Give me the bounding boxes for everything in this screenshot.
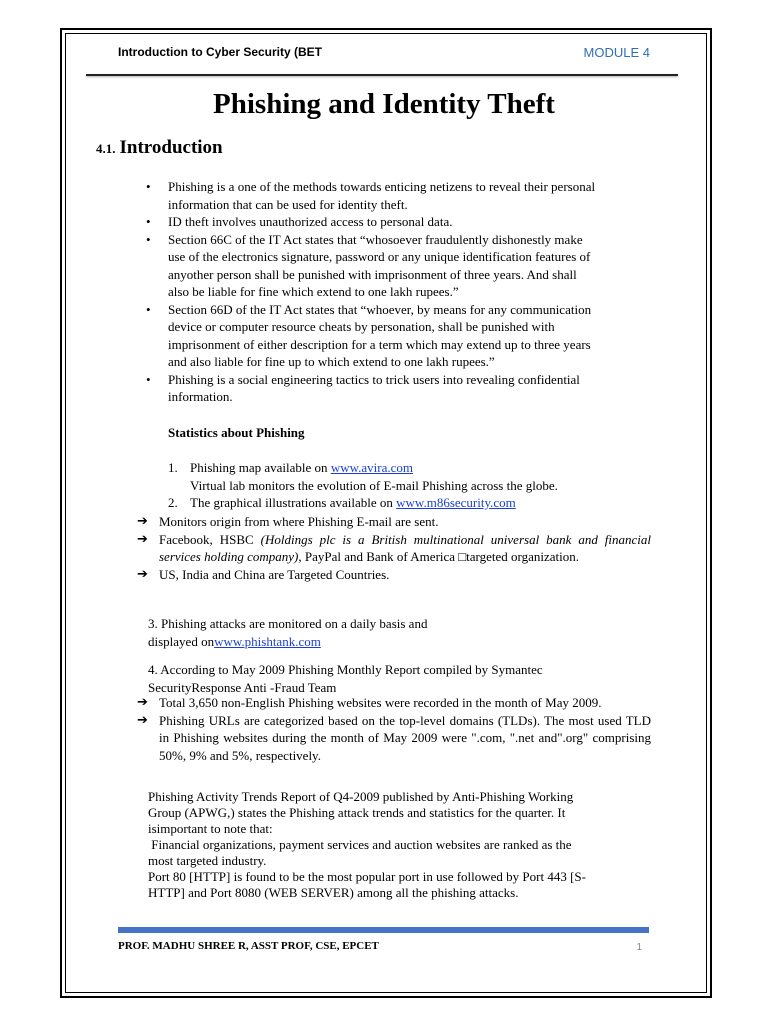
bullet-icon: • (146, 231, 151, 247)
bullet-icon: • (146, 301, 151, 317)
bullet-line: use of the electronics signature, password or any unique identification features of (168, 249, 591, 264)
stats-heading: Statistics about Phishing (168, 425, 305, 440)
point-text: According to May 2009 Phishing Monthly Report compiled by Symantec (160, 662, 543, 677)
arrow-text: PayPal and Bank of America □targeted organization. (301, 549, 580, 564)
bullet-icon: • (146, 371, 151, 387)
arrow-text: Facebook, HSBC (159, 531, 261, 547)
arrow-icon: ➔ (137, 695, 148, 710)
page-title: Phishing and Identity Theft (213, 88, 555, 120)
point-3 (148, 615, 528, 650)
targets-arrow-list (137, 513, 651, 583)
bullet-line: Section 66D of the IT Act states that “whoever, by means for any communication (168, 301, 592, 317)
arrow-icon: ➔ (137, 566, 148, 582)
bullet-item (146, 371, 642, 406)
bullet-line: ID theft involves unauthorized access to personal data. (168, 214, 453, 229)
section-heading (96, 137, 223, 159)
point-text: SecurityResponse Anti -Fraud Team (148, 679, 337, 695)
arrow-item (137, 712, 651, 765)
arrow-item (137, 513, 651, 531)
bullet-line: Phishing is a social engineering tactics to trick users into revealing confidential (168, 371, 580, 387)
bullet-line: and also liable for fine up to which extend to one lakh rupees.” (168, 354, 495, 369)
bullet-line: device or computer resource cheats by personation, shall be punished with (168, 319, 555, 334)
apwg-line: Port 80 [HTTP] is found to be the most popular port in use followed by Port 443 [S- (148, 869, 586, 884)
point-text: displayed on (148, 633, 215, 649)
arrow-text: Phishing URLs are categorized based on the top-level domains (TLDs). The most used TLD in Phishing websites during the month of May 2009 were ".com, ".net and".org" comprising 50%, 9% and 5%, respectively. (159, 712, 651, 763)
arrow-text-italic: (Holdings plc is a British multinational universal bank and financial services holding company), (159, 531, 651, 564)
bullet-line: information that can be used for identity theft. (168, 196, 408, 212)
arrow-icon: ➔ (137, 514, 148, 529)
arrow-item (137, 531, 651, 566)
point-number: 4. (148, 662, 158, 677)
header-course: Introduction to Cyber Security (BET (118, 45, 323, 59)
apwg-line: Group (APWG,) states the Phishing attack trends and statistics for the quarter. It (148, 805, 566, 820)
arrow-item (137, 694, 651, 712)
phishtank-link[interactable]: www.phishtank.com (214, 633, 321, 649)
point-4-line (148, 661, 652, 679)
arrow-icon: ➔ (137, 531, 148, 547)
stats-item-subtext: Virtual lab monitors the evolution of E-mail Phishing across the globe. (190, 477, 558, 493)
bullet-line: also be liable for fine which extend to one lakh rupees.” (168, 284, 459, 299)
apwg-line: Financial organizations, payment services and auction websites are ranked as the (148, 837, 572, 852)
point-number: 3. (148, 616, 158, 631)
apwg-paragraph (148, 789, 652, 901)
bullet-item (146, 301, 642, 371)
bullet-line: Section 66C of the IT Act states that “whosoever fraudulently dishonestly make (168, 231, 583, 247)
bullet-line: anyother person shall be punished with imprisonment of three years. And shall (168, 266, 577, 282)
header-rule (86, 74, 678, 76)
bullet-item (146, 213, 642, 231)
point-4 (148, 661, 652, 696)
arrow-text: Monitors origin from where Phishing E-mail are sent. (159, 514, 439, 529)
m86security-link[interactable]: www.m86security.com (396, 495, 516, 510)
bullet-item (146, 178, 642, 213)
section-number: 4.1. (96, 141, 116, 156)
arrow-item (137, 566, 651, 584)
stats-item (168, 459, 648, 494)
intro-bullets (146, 178, 642, 406)
bullet-icon: • (146, 179, 151, 194)
stats-item (168, 494, 648, 512)
apwg-line: HTTP] and Port 8080 (WEB SERVER) among all the phishing attacks. (148, 885, 519, 900)
bullet-line: imprisonment of either description for a term which may extend up to three years (168, 336, 591, 352)
arrow-text: Total 3,650 non-English Phishing websites were recorded in the month of May 2009. (159, 695, 602, 710)
point-3-line (148, 615, 528, 633)
point-3-line (148, 633, 528, 651)
report-arrow-list (137, 694, 651, 764)
stats-item-text: Phishing map available on (190, 460, 331, 475)
header-module: MODULE 4 (583, 45, 650, 60)
footer-author: PROF. MADHU SHREE R, ASST PROF, CSE, EPCET (118, 940, 379, 952)
section-title: Introduction (119, 137, 223, 158)
stats-item-number: 1. (168, 460, 178, 475)
bullet-line: Phishing is a one of the methods towards enticing netizens to reveal their personal (168, 179, 596, 194)
avira-link[interactable]: www.avira.com (330, 460, 413, 475)
apwg-line: most targeted industry. (148, 853, 267, 868)
footer-rule (118, 927, 649, 933)
stats-item-text: The graphical illustrations available on (190, 495, 397, 510)
stats-item-number: 2. (168, 495, 178, 510)
apwg-line: isimportant to note that: (148, 821, 273, 836)
apwg-line: Phishing Activity Trends Report of Q4-2009 published by Anti-Phishing Working (148, 789, 574, 804)
point-text: Phishing attacks are monitored on a daily basis and (161, 616, 428, 631)
bullet-line: information. (168, 389, 233, 404)
page-number: 1 (636, 942, 642, 953)
arrow-icon: ➔ (137, 712, 148, 728)
arrow-text: US, India and China are Targeted Countries. (159, 566, 390, 582)
bullet-icon: • (146, 214, 151, 229)
bullet-item (146, 231, 642, 301)
stats-list (168, 459, 648, 512)
